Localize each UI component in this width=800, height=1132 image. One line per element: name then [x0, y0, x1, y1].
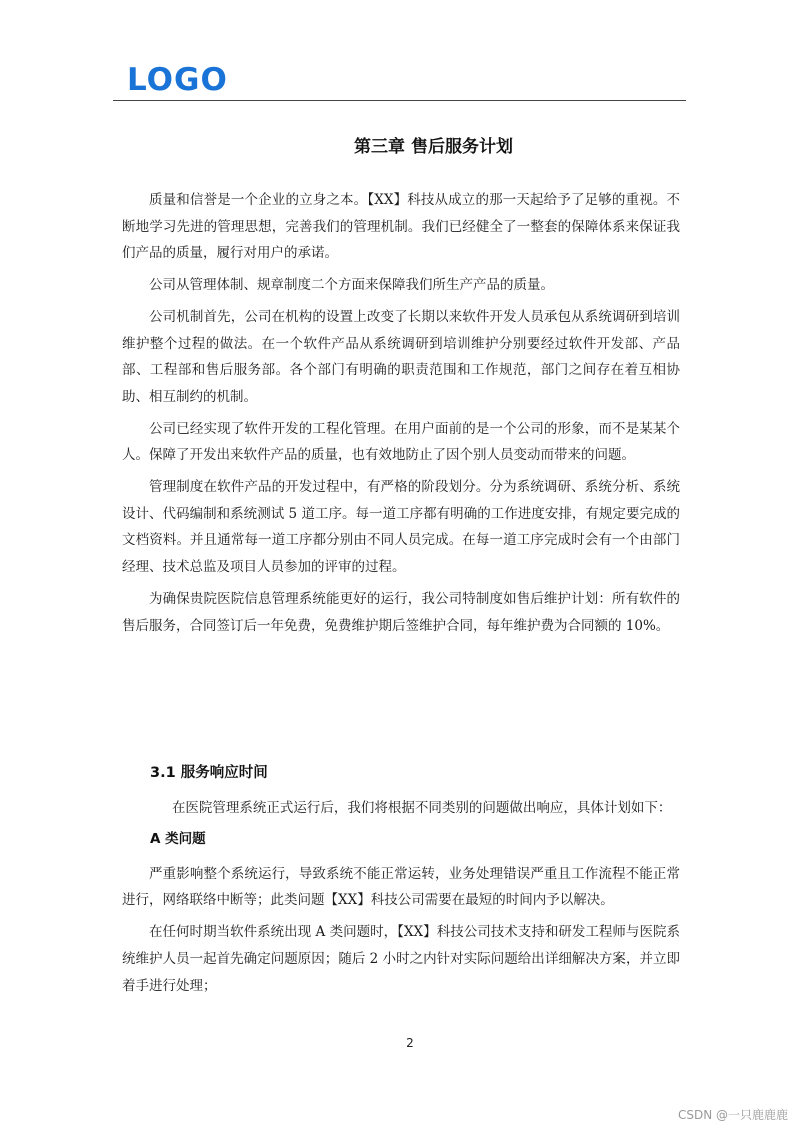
paragraph: 公司机制首先，公司在机构的设置上改变了长期以来软件开发人员承包从系统调研到培训维护整个过程的做法。在一个软件产品从系统调研到培训维护分别要经过软件开发部、产品部、工程部和售后服务部。各个部门有明确的职责范围和工作规范，部门之间存在着互相协助、相互制约的机制。 — [122, 308, 680, 405]
header-divider — [113, 100, 686, 101]
paragraph: 质量和信誉是一个企业的立身之本。【XX】科技从成立的那一天起给予了足够的重视。不断地学习先进的管理思想，完善我们的管理机制。我们已经健全了一整套的保障体系来保证我们产品的质量，履行对用户的承诺。 — [122, 192, 680, 262]
watermark: CSDN @一只鹿鹿鹿 — [677, 1108, 788, 1122]
paragraph: 管理制度在软件产品的开发过程中，有严格的阶段划分。分为系统调研、系统分析、系统设计、代码编制和系统测试 5 道工序。每一道工序都有明确的工作进度安排，有规定要完成的文档资料。并且通常每一道工序都分别由不同人员完成。在每一道工序完成时会有一个由部门经理、技术总监及项目人员参加的评审的过程。 — [122, 479, 680, 576]
section-intro: 在医院管理系统正式运行后，我们将根据不同类别的问题做出响应，具体计划如下： — [171, 800, 672, 816]
paragraph: 严重影响整个系统运行，导致系统不能正常运转，业务处理错误严重且工作流程不能正常进行，网络联络中断等；此类问题【XX】科技公司需要在最短的时间内予以解决。 — [122, 865, 680, 909]
page-number: 2 — [406, 1036, 414, 1050]
subheading-a-problems: A 类问题 — [150, 830, 206, 847]
paragraph: 公司已经实现了软件开发的工程化管理。在用户面前的是一个公司的形象，而不是某某个人。保障了开发出来软件产品的质量，也有效地防止了因个别人员变动而带来的问题。 — [122, 420, 680, 464]
section-body — [122, 795, 680, 1004]
chapter-body — [122, 187, 680, 644]
company-logo: LOGO — [127, 62, 228, 98]
paragraph: 公司从管理体制、规章制度二个方面来保障我们所生产产品的质量。 — [149, 277, 554, 294]
paragraph: 为确保贵院医院信息管理系统能更好的运行，我公司特制度如售后维护计划：所有软件的售后服务，合同签订后一年免费，免费维护期后签维护合同，每年维护费为合同额的 10%。 — [122, 590, 680, 634]
paragraph: 在任何时期当软件系统出现 A 类问题时，【XX】科技公司技术支持和研发工程师与医院系统维护人员一起首先确定问题原因；随后 2 小时之内针对实际问题给出详细解决方案，并立即着手进行处理； — [122, 924, 680, 994]
section-title: 3.1 服务响应时间 — [150, 765, 268, 781]
chapter-title: 第三章 售后服务计划 — [354, 137, 513, 157]
